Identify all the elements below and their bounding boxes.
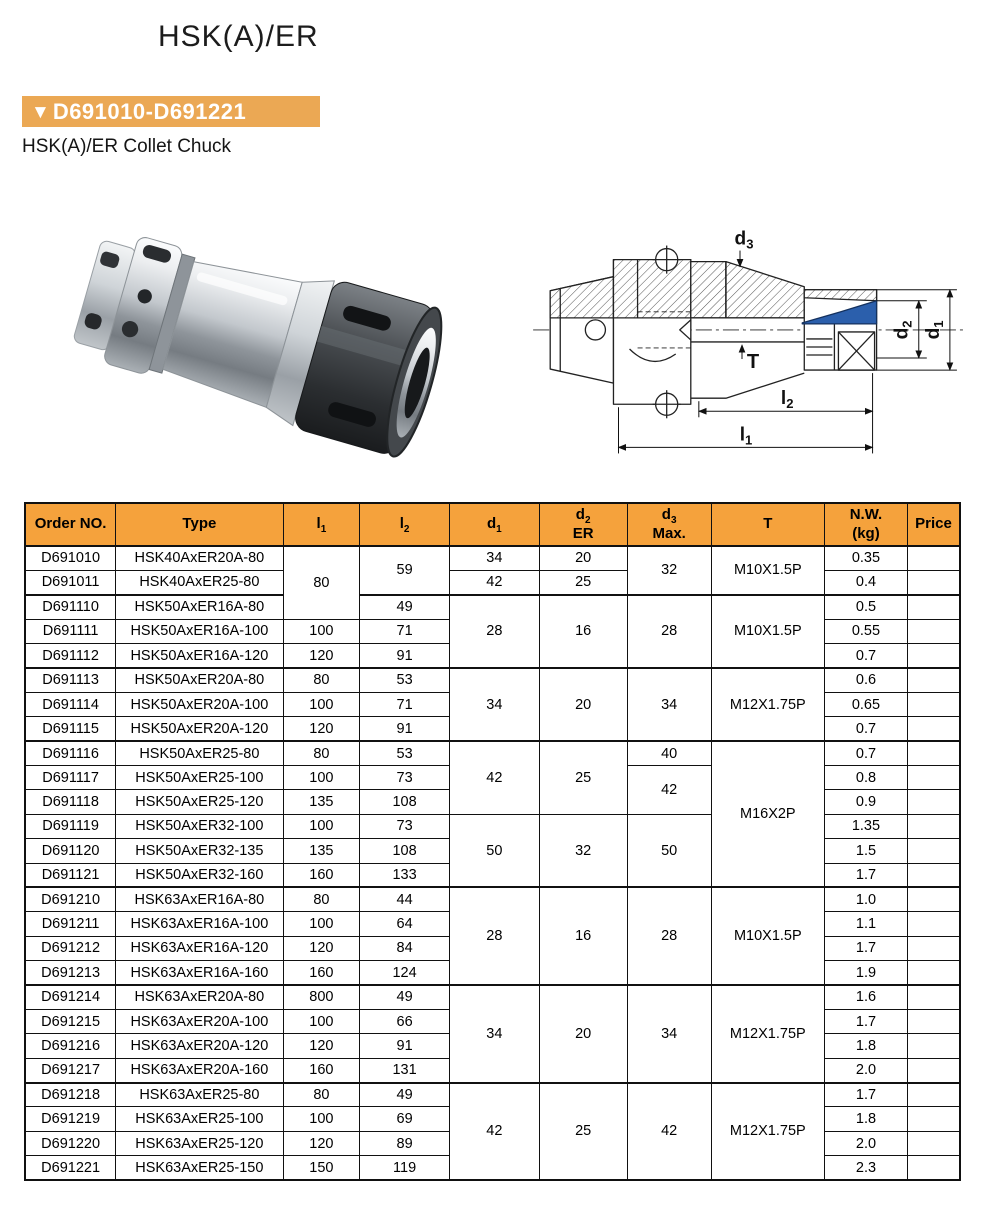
dim-label-T: T (746, 351, 760, 374)
type-cell: HSK63AxER25-120 (116, 1131, 283, 1155)
column-header-8: N.W. (kg) (824, 503, 907, 546)
table-row (25, 887, 960, 911)
table-cell: 120 (283, 1131, 360, 1155)
table-cell (908, 1083, 960, 1107)
table-row (25, 985, 960, 1009)
table-cell: 49 (360, 985, 450, 1009)
column-header-5: $d_2$ ER (539, 503, 627, 546)
order-cell: D691220 (25, 1131, 116, 1155)
table-cell (908, 814, 960, 838)
table-cell: 20 (539, 546, 627, 570)
order-cell: D691110 (25, 595, 116, 619)
table-cell (908, 668, 960, 692)
table-cell: 73 (360, 814, 450, 838)
table-cell: 25 (539, 570, 627, 594)
table-cell: 16 (539, 887, 627, 985)
table-cell (908, 863, 960, 887)
table-cell: 42 (449, 570, 539, 594)
table-cell: 34 (627, 985, 711, 1083)
order-cell: D691213 (25, 961, 116, 985)
order-cell: D691215 (25, 1009, 116, 1033)
type-cell: HSK50AxER16A-100 (116, 619, 283, 643)
table-cell: 50 (449, 814, 539, 887)
table-cell: M10X1.5P (711, 887, 824, 985)
table-cell: 100 (283, 1107, 360, 1131)
table-cell: 25 (539, 1083, 627, 1181)
table-cell: 150 (283, 1156, 360, 1180)
table-cell (908, 644, 960, 668)
table-row (25, 595, 960, 619)
table-cell: M12X1.75P (711, 985, 824, 1083)
table-cell: 91 (360, 717, 450, 741)
type-cell: HSK50AxER25-120 (116, 790, 283, 814)
table-cell (908, 546, 960, 570)
table-cell: 49 (360, 595, 450, 619)
table-cell (908, 741, 960, 765)
order-cell: D691112 (25, 644, 116, 668)
table-cell: 120 (283, 1034, 360, 1058)
table-cell: 66 (360, 1009, 450, 1033)
table-cell: 80 (283, 887, 360, 911)
type-cell: HSK50AxER32-100 (116, 814, 283, 838)
table-cell: 1.9 (824, 961, 907, 985)
type-cell: HSK63AxER25-80 (116, 1083, 283, 1107)
table-cell: 0.9 (824, 790, 907, 814)
table-cell: 69 (360, 1107, 450, 1131)
table-cell: 84 (360, 936, 450, 960)
dim-label-l1: $l_1$ (739, 424, 753, 448)
table-cell: 1.35 (824, 814, 907, 838)
type-cell: HSK63AxER16A-160 (116, 961, 283, 985)
column-header-4: $d_1$ (449, 503, 539, 546)
order-cell: D691114 (25, 692, 116, 716)
order-cell: D691216 (25, 1034, 116, 1058)
table-cell: 42 (449, 1083, 539, 1181)
table-cell: 1.7 (824, 1009, 907, 1033)
type-cell: HSK63AxER25-100 (116, 1107, 283, 1131)
table-cell: 49 (360, 1083, 450, 1107)
dim-label-l2: $l_2$ (780, 388, 794, 412)
table-cell (908, 1034, 960, 1058)
table-cell: M10X1.5P (711, 595, 824, 668)
table-cell: 53 (360, 668, 450, 692)
order-cell: D691117 (25, 766, 116, 790)
table-cell: 124 (360, 961, 450, 985)
column-header-1: Type (116, 503, 283, 546)
table-cell: 64 (360, 912, 450, 936)
table-cell (908, 961, 960, 985)
table-cell: 80 (283, 741, 360, 765)
table-cell (908, 790, 960, 814)
order-cell: D691120 (25, 839, 116, 863)
table-row (25, 741, 960, 765)
table-cell: 120 (283, 644, 360, 668)
type-cell: HSK40AxER20A-80 (116, 546, 283, 570)
table-cell: 80 (283, 1083, 360, 1107)
table-cell (908, 936, 960, 960)
triangle-down-icon: ▼ (31, 102, 50, 123)
table-cell: 0.35 (824, 546, 907, 570)
table-cell (908, 912, 960, 936)
type-cell: HSK63AxER16A-100 (116, 912, 283, 936)
table-cell: 120 (283, 717, 360, 741)
table-row (25, 668, 960, 692)
column-header-6: $d_3$ Max. (627, 503, 711, 546)
table-cell: 32 (539, 814, 627, 887)
table-cell: M12X1.75P (711, 668, 824, 741)
table-cell: 34 (449, 985, 539, 1083)
table-cell: 2.0 (824, 1131, 907, 1155)
table-cell: 40 (627, 741, 711, 765)
table-cell: 100 (283, 912, 360, 936)
table-cell: 42 (627, 766, 711, 815)
type-cell: HSK50AxER16A-120 (116, 644, 283, 668)
type-cell: HSK50AxER25-80 (116, 741, 283, 765)
table-cell: 0.7 (824, 717, 907, 741)
table-cell: 34 (449, 668, 539, 741)
type-cell: HSK63AxER20A-160 (116, 1058, 283, 1082)
order-cell: D691011 (25, 570, 116, 594)
table-cell: 100 (283, 619, 360, 643)
table-cell: 28 (627, 887, 711, 985)
type-cell: HSK50AxER32-135 (116, 839, 283, 863)
spec-table (24, 502, 961, 1181)
table-cell: 80 (283, 668, 360, 692)
table-cell (908, 887, 960, 911)
table-cell: 2.3 (824, 1156, 907, 1180)
table-cell: 0.55 (824, 619, 907, 643)
order-cell: D691211 (25, 912, 116, 936)
type-cell: HSK63AxER16A-80 (116, 887, 283, 911)
table-cell: 1.6 (824, 985, 907, 1009)
table-cell: 0.7 (824, 741, 907, 765)
table-cell: 100 (283, 766, 360, 790)
collet-chuck-photo-group (66, 214, 452, 461)
product-photo (28, 183, 476, 483)
order-cell: D691116 (25, 741, 116, 765)
table-cell: 89 (360, 1131, 450, 1155)
type-cell: HSK63AxER25-150 (116, 1156, 283, 1180)
table-cell (908, 619, 960, 643)
table-cell: 120 (283, 936, 360, 960)
dim-label-d3: $d_3$ (734, 228, 754, 252)
order-cell: D691212 (25, 936, 116, 960)
column-header-9: Price (908, 503, 960, 546)
table-cell: 44 (360, 887, 450, 911)
table-cell: 20 (539, 668, 627, 741)
technical-drawing (503, 226, 975, 478)
column-header-7: T (711, 503, 824, 546)
table-cell: 1.0 (824, 887, 907, 911)
order-cell: D691218 (25, 1083, 116, 1107)
table-cell: 71 (360, 692, 450, 716)
order-cell: D691115 (25, 717, 116, 741)
table-cell (908, 766, 960, 790)
table-cell: 91 (360, 644, 450, 668)
table-cell (908, 692, 960, 716)
table-cell: 32 (627, 546, 711, 595)
order-cell: D691210 (25, 887, 116, 911)
table-cell: 100 (283, 692, 360, 716)
table-cell (908, 1156, 960, 1180)
table-cell (908, 1131, 960, 1155)
order-cell: D691118 (25, 790, 116, 814)
order-cell: D691113 (25, 668, 116, 692)
order-cell: D691010 (25, 546, 116, 570)
table-cell: 34 (449, 546, 539, 570)
table-cell: 71 (360, 619, 450, 643)
dim-label-d1: $d_1$ (922, 320, 946, 340)
table-cell: 59 (360, 546, 450, 595)
type-cell: HSK50AxER16A-80 (116, 595, 283, 619)
table-cell: 108 (360, 790, 450, 814)
table-cell (908, 717, 960, 741)
table-cell: 1.5 (824, 839, 907, 863)
type-cell: HSK50AxER32-160 (116, 863, 283, 887)
table-cell (908, 1058, 960, 1082)
table-cell: 73 (360, 766, 450, 790)
table-cell: 0.5 (824, 595, 907, 619)
table-cell: 42 (449, 741, 539, 814)
order-range-banner (22, 96, 320, 127)
table-cell: 1.7 (824, 936, 907, 960)
table-cell (908, 595, 960, 619)
table-cell (908, 1009, 960, 1033)
table-cell (908, 570, 960, 594)
table-cell: 53 (360, 741, 450, 765)
table-cell: 25 (539, 741, 627, 814)
table-cell: 160 (283, 961, 360, 985)
order-range-label: D691010-D691221 (52, 98, 247, 124)
column-header-0: Order NO. (25, 503, 116, 546)
table-cell: M12X1.75P (711, 1083, 824, 1181)
table-cell (908, 1107, 960, 1131)
table-cell: 1.7 (824, 1083, 907, 1107)
type-cell: HSK63AxER20A-80 (116, 985, 283, 1009)
type-cell: HSK40AxER25-80 (116, 570, 283, 594)
table-cell: 160 (283, 1058, 360, 1082)
type-cell: HSK50AxER20A-120 (116, 717, 283, 741)
column-header-2: $l_1$ (283, 503, 360, 546)
order-cell: D691119 (25, 814, 116, 838)
table-cell: 91 (360, 1034, 450, 1058)
table-cell: M16X2P (711, 741, 824, 887)
table-cell (908, 985, 960, 1009)
table-row (25, 546, 960, 570)
table-cell: 1.8 (824, 1107, 907, 1131)
table-row (25, 1083, 960, 1107)
table-cell: 131 (360, 1058, 450, 1082)
table-cell: 100 (283, 814, 360, 838)
order-cell: D691111 (25, 619, 116, 643)
table-cell: 28 (449, 595, 539, 668)
table-cell: 119 (360, 1156, 450, 1180)
table-cell: 20 (539, 985, 627, 1083)
table-cell: 1.1 (824, 912, 907, 936)
dim-label-d2: $d_2$ (891, 320, 915, 340)
table-cell: 0.65 (824, 692, 907, 716)
table-cell: 28 (449, 887, 539, 985)
table-cell: 100 (283, 1009, 360, 1033)
table-cell: 16 (539, 595, 627, 668)
column-header-3: $l_2$ (360, 503, 450, 546)
table-cell: 80 (283, 546, 360, 619)
table-cell: 2.0 (824, 1058, 907, 1082)
table-cell (908, 839, 960, 863)
table-cell: 800 (283, 985, 360, 1009)
type-cell: HSK50AxER25-100 (116, 766, 283, 790)
type-cell: HSK63AxER16A-120 (116, 936, 283, 960)
spec-table-header (25, 503, 960, 546)
table-cell: 42 (627, 1083, 711, 1181)
type-cell: HSK50AxER20A-100 (116, 692, 283, 716)
table-cell: 0.8 (824, 766, 907, 790)
order-cell: D691221 (25, 1156, 116, 1180)
spec-table-body (25, 546, 960, 1180)
order-cell: D691219 (25, 1107, 116, 1131)
table-cell: 0.7 (824, 644, 907, 668)
table-cell: 34 (627, 668, 711, 741)
header-row (25, 503, 960, 546)
order-cell: D691217 (25, 1058, 116, 1082)
table-cell: 1.7 (824, 863, 907, 887)
table-cell: 1.8 (824, 1034, 907, 1058)
page-title: HSK(A)/ER (158, 20, 319, 53)
table-cell: 108 (360, 839, 450, 863)
order-cell: D691121 (25, 863, 116, 887)
product-subtitle: HSK(A)/ER Collet Chuck (22, 136, 232, 157)
type-cell: HSK63AxER20A-120 (116, 1034, 283, 1058)
table-cell: M10X1.5P (711, 546, 824, 595)
table-cell: 160 (283, 863, 360, 887)
table-cell: 135 (283, 839, 360, 863)
table-cell: 0.4 (824, 570, 907, 594)
table-cell: 135 (283, 790, 360, 814)
table-cell: 50 (627, 814, 711, 887)
type-cell: HSK50AxER20A-80 (116, 668, 283, 692)
table-cell: 133 (360, 863, 450, 887)
type-cell: HSK63AxER20A-100 (116, 1009, 283, 1033)
table-cell: 28 (627, 595, 711, 668)
table-cell: 0.6 (824, 668, 907, 692)
order-cell: D691214 (25, 985, 116, 1009)
